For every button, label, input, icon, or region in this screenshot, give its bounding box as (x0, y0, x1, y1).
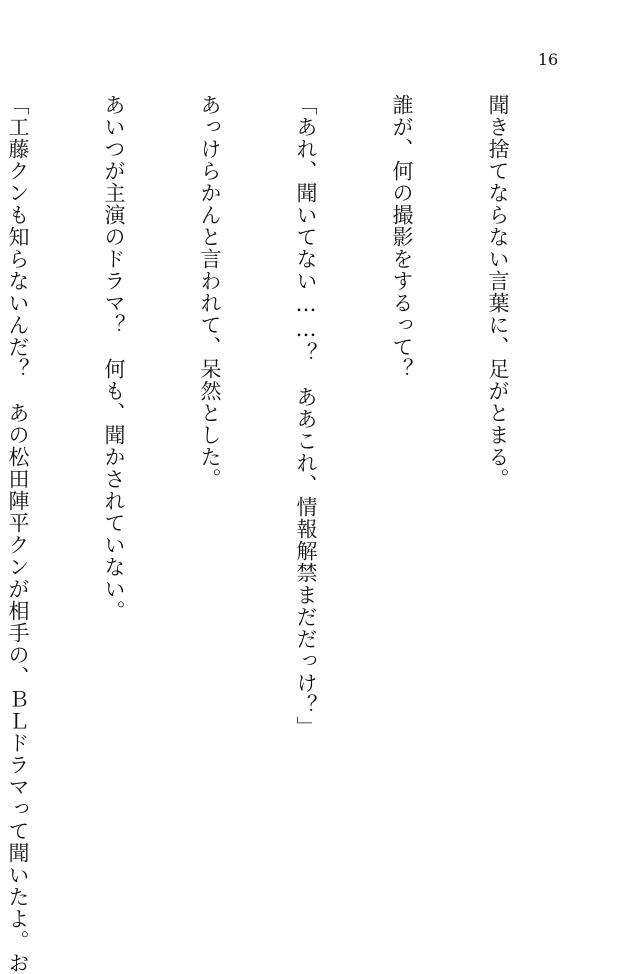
text-line: 「工藤クンも知らないんだ？ あの松田陣平クンが相手の、ＢＬドラマって聞いたよ。お (6, 94, 30, 974)
text-line: 誰が、何の撮影をするって？ (390, 94, 414, 380)
page-number: 16 (537, 50, 559, 69)
text-line: 聞き捨てならない言葉に、足がとまる。 (486, 94, 510, 490)
text-line: あっけらかんと言われて、呆然とした。 (198, 94, 222, 490)
text-line: 「あれ、聞いてない……？ ああこれ、情報解禁まだだっけ？」 (294, 94, 318, 738)
text-line: あいつが主演のドラマ？ 何も、聞かされていない。 (102, 94, 126, 622)
vertical-text-block (0, 94, 578, 974)
